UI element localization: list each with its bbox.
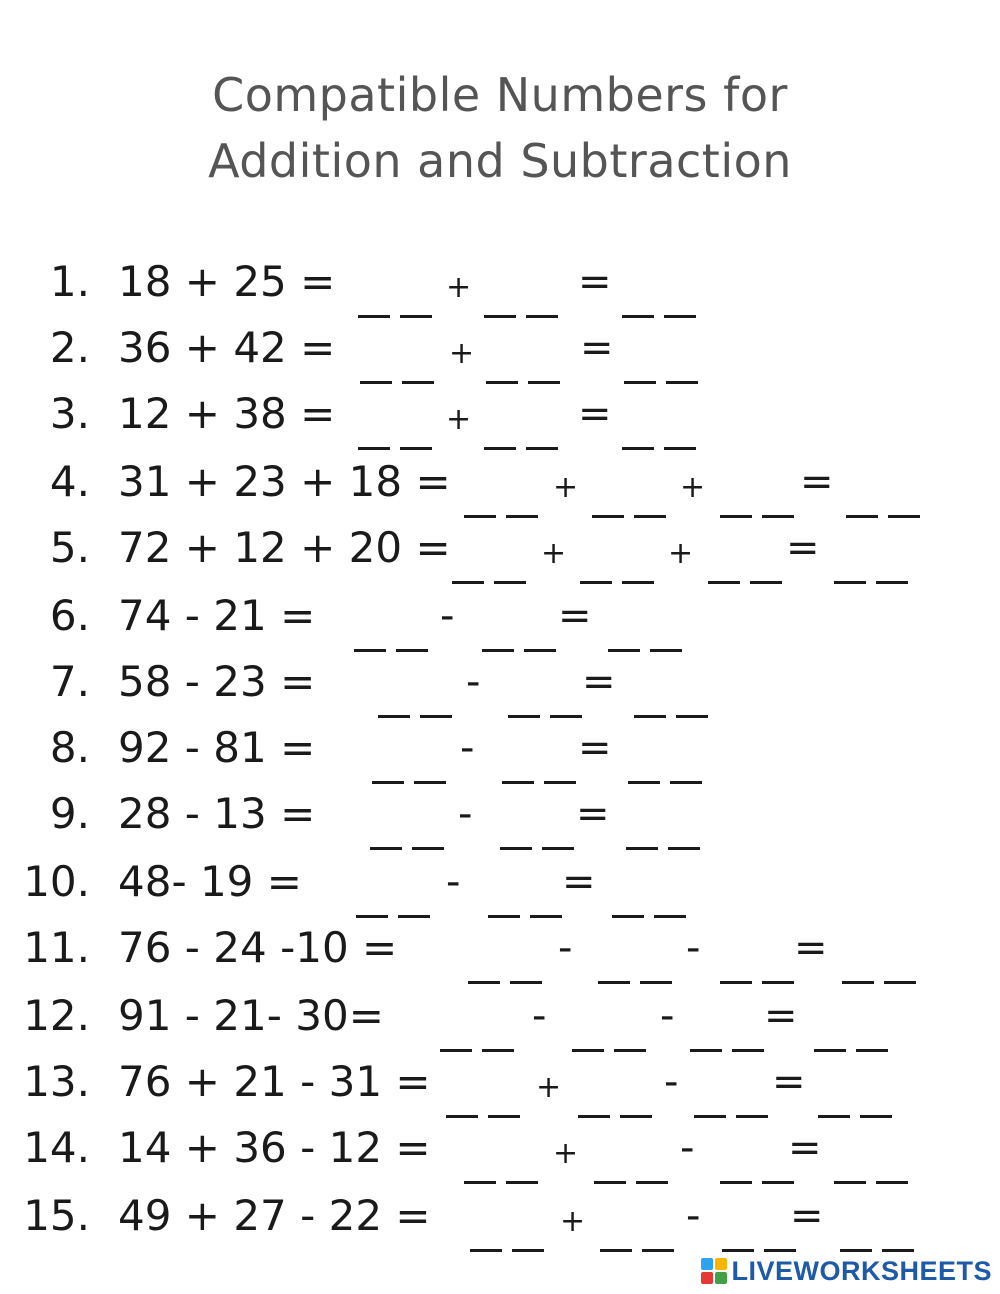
equals-sign: = [578,725,612,771]
answer-blank[interactable] [592,496,666,518]
minus-sign: - [660,993,675,1039]
brand-text: LIVEWORKSHEETS [731,1255,992,1286]
answer-blank[interactable] [452,562,526,584]
plus-sign: + [680,470,706,505]
logo-square-green [715,1272,727,1284]
problem-expression: 91 - 21- 30= [118,991,384,1040]
answer-blank[interactable] [354,630,428,652]
answer-blank[interactable] [488,896,562,918]
answer-blank[interactable] [626,828,700,850]
equals-sign: = [764,993,798,1039]
minus-sign: - [664,1059,679,1105]
answer-blank[interactable] [378,696,452,718]
problem-row [0,852,1000,912]
problem-row [0,252,1000,312]
problem-expression: 18 + 25 = [118,257,336,306]
logo-square-blue [701,1258,713,1270]
problem-expression: 48- 19 = [118,857,302,906]
minus-sign: - [686,1193,701,1239]
problem-expression: 14 + 36 - 12 = [118,1123,431,1172]
answer-blank[interactable] [634,696,708,718]
answer-blank[interactable] [470,1230,544,1252]
answer-blank[interactable] [500,828,574,850]
equals-sign: = [772,1059,806,1105]
answer-blank[interactable] [484,296,558,318]
answer-blank[interactable] [834,562,908,584]
problem-row [0,452,1000,512]
logo-square-yellow [715,1258,727,1270]
answer-blank[interactable] [708,562,782,584]
plus-sign: + [449,336,475,371]
equals-sign: = [576,791,610,837]
answer-blank[interactable] [360,362,434,384]
problem-expression: 49 + 27 - 22 = [118,1191,431,1240]
plus-sign: + [553,1136,579,1171]
equals-sign: = [558,593,592,639]
problem-row [0,586,1000,646]
answer-blank[interactable] [612,896,686,918]
liveworksheets-brand [701,1254,992,1288]
answer-blank[interactable] [840,1230,914,1252]
problem-expression: 31 + 23 + 18 = [118,457,451,506]
problem-row [0,1186,1000,1246]
problem-row [0,1052,1000,1112]
problem-expression: 28 - 13 = [118,789,316,838]
answer-blank[interactable] [484,428,558,450]
problem-number: 7. [49,657,90,706]
problem-row [0,318,1000,378]
problem-row [0,1118,1000,1178]
answer-blank[interactable] [814,1030,888,1052]
problem-row [0,384,1000,444]
liveworksheets-logo-icon [701,1258,727,1284]
minus-sign: - [686,925,701,971]
worksheet-title-line-2: Addition and Subtraction [208,134,792,188]
answer-blank[interactable] [464,496,538,518]
problem-number: 12. [23,991,90,1040]
answer-blank[interactable] [720,962,794,984]
answer-blank[interactable] [834,1162,908,1184]
equals-sign: = [562,859,596,905]
problem-number: 5. [49,523,90,572]
problem-number: 11. [23,923,90,972]
equals-sign: = [582,659,616,705]
answer-blank[interactable] [608,630,682,652]
logo-square-red [701,1272,713,1284]
answer-blank[interactable] [370,828,444,850]
answer-blank[interactable] [372,762,446,784]
minus-sign: - [440,593,455,639]
minus-sign: - [460,725,475,771]
answer-blank[interactable] [594,1162,668,1184]
problem-number: 9. [49,789,90,838]
answer-blank[interactable] [578,1096,652,1118]
problem-expression: 72 + 12 + 20 = [118,523,451,572]
plus-sign: + [553,470,579,505]
equals-sign: = [790,1193,824,1239]
equals-sign: = [794,925,828,971]
answer-blank[interactable] [508,696,582,718]
problem-number: 4. [49,457,90,506]
answer-blank[interactable] [482,630,556,652]
problem-row [0,518,1000,578]
minus-sign: - [466,659,481,705]
minus-sign: - [446,859,461,905]
problem-number: 8. [49,723,90,772]
problem-row [0,652,1000,712]
problem-expression: 12 + 38 = [118,389,336,438]
equals-sign: = [578,391,612,437]
minus-sign: - [458,791,473,837]
plus-sign: + [536,1070,562,1105]
problem-number: 3. [49,389,90,438]
plus-sign: + [446,270,472,305]
answer-blank[interactable] [694,1096,768,1118]
problem-number: 1. [49,257,90,306]
answer-blank[interactable] [622,296,696,318]
answer-blank[interactable] [720,496,794,518]
plus-sign: + [668,536,694,571]
answer-blank[interactable] [358,296,432,318]
problem-number: 15. [23,1191,90,1240]
problem-row [0,986,1000,1046]
problem-number: 14. [23,1123,90,1172]
answer-blank[interactable] [818,1096,892,1118]
answer-blank[interactable] [598,962,672,984]
worksheet-title-line-1: Compatible Numbers for [212,68,788,122]
answer-blank[interactable] [580,562,654,584]
minus-sign: - [680,1125,695,1171]
answer-blank[interactable] [468,962,542,984]
equals-sign: = [800,459,834,505]
plus-sign: + [446,402,472,437]
problem-row [0,918,1000,978]
answer-blank[interactable] [502,762,576,784]
problem-expression: 76 - 24 -10 = [118,923,398,972]
answer-blank[interactable] [464,1162,538,1184]
problem-number: 13. [23,1057,90,1106]
problem-expression: 92 - 81 = [118,723,316,772]
plus-sign: + [541,536,567,571]
answer-blank[interactable] [600,1230,674,1252]
equals-sign: = [786,525,820,571]
answer-blank[interactable] [624,362,698,384]
equals-sign: = [578,259,612,305]
answer-blank[interactable] [722,1230,796,1252]
problem-expression: 74 - 21 = [118,591,316,640]
answer-blank[interactable] [446,1096,520,1118]
answer-blank[interactable] [356,896,430,918]
problem-number: 2. [49,323,90,372]
answer-blank[interactable] [846,496,920,518]
answer-blank[interactable] [486,362,560,384]
problem-expression: 76 + 21 - 31 = [118,1057,431,1106]
answer-blank[interactable] [358,428,432,450]
answer-blank[interactable] [690,1030,764,1052]
minus-sign: - [532,993,547,1039]
answer-blank[interactable] [628,762,702,784]
minus-sign: - [558,925,573,971]
problem-row [0,718,1000,778]
problem-row [0,784,1000,844]
answer-blank[interactable] [842,962,916,984]
problem-number: 10. [23,857,90,906]
problem-number: 6. [49,591,90,640]
equals-sign: = [580,325,614,371]
plus-sign: + [560,1204,586,1239]
answer-blank[interactable] [572,1030,646,1052]
equals-sign: = [788,1125,822,1171]
answer-blank[interactable] [440,1030,514,1052]
answer-blank[interactable] [720,1162,794,1184]
problem-expression: 36 + 42 = [118,323,336,372]
answer-blank[interactable] [622,428,696,450]
problem-expression: 58 - 23 = [118,657,316,706]
